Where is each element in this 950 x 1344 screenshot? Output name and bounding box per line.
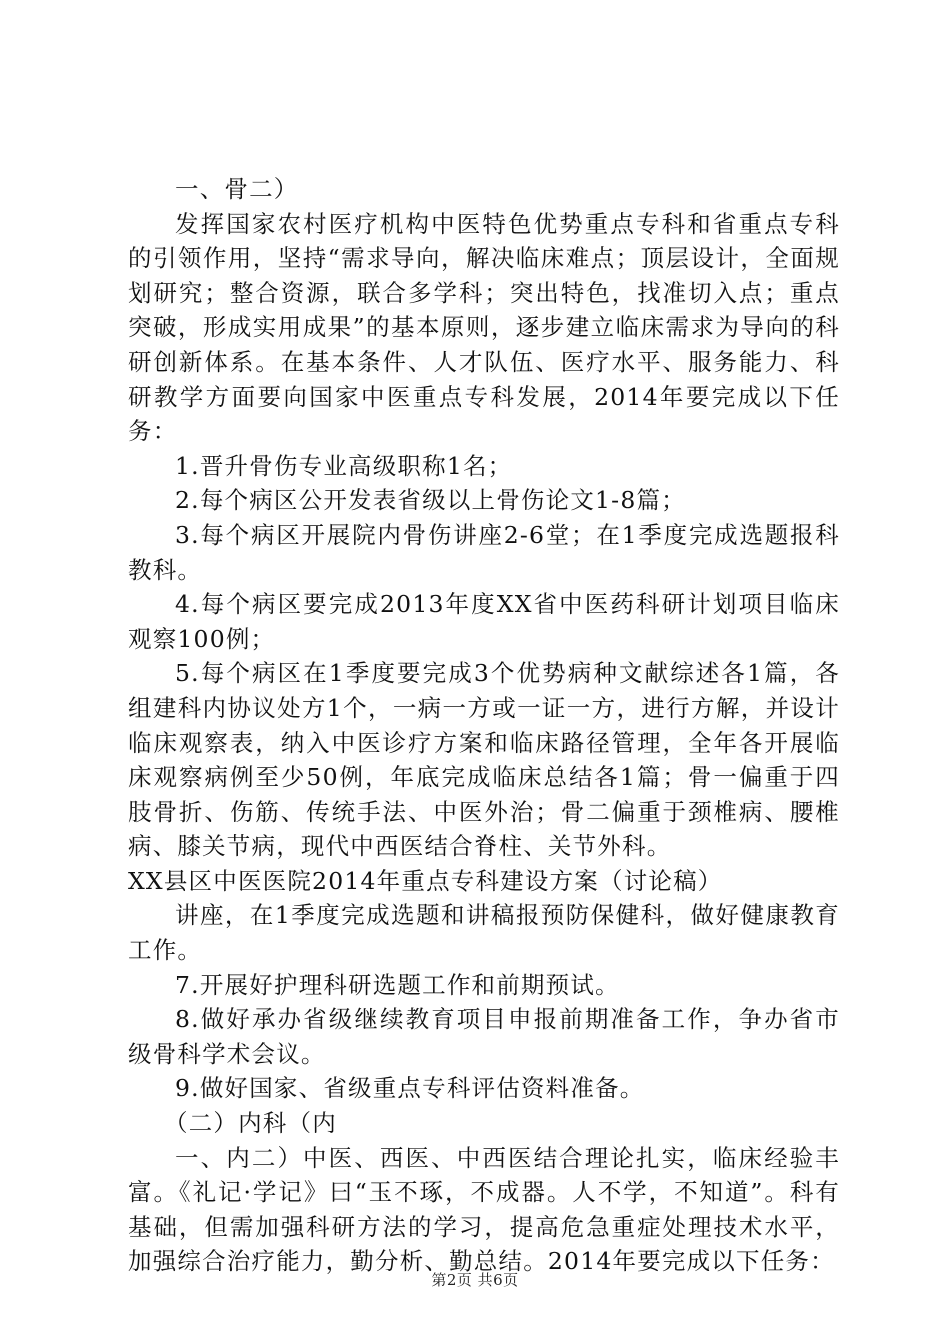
document-title-line: XX县区中医医院2014年重点专科建设方案（讨论稿） [128,866,723,895]
task-item-2: 2.每个病区公开发表省级以上骨伤论文1-8篇； [175,486,686,515]
task-item-3: 3.每个病区开展院内骨伤讲座2-6堂；在1季度完成选题报科教科。 [128,520,840,584]
section-heading-internal: （二）内科（内 [164,1109,337,1138]
task-item-7: 7.开展好护理科研选题工作和前期预试。 [175,970,620,999]
task-item-1: 1.晋升骨伤专业高级职称1名； [175,451,513,480]
section-heading-bone: 一、骨二） [175,175,299,203]
task-item-5: 5.每个病区在1季度要完成3个优势病种文献综述各1篇，各组建科内协议处方1个，一病一方或一证一方，进行方解，并设计临床观察表，纳入中医诊疗方案和临床路径管理，全年各开展临床观察病例至少50例，年底完成临床总结各1篇；骨一偏重于四肢骨折、伤筋、传统手法、中医外治；骨二偏重于颈椎病、腰椎病、膝关节病，现代中西医结合脊柱、关节外科。 [128,659,840,861]
task-item-4: 4.每个病区要完成2013年度XX省中医药科研计划项目临床观察100例； [128,590,840,653]
document-body [128,172,840,1279]
task-item-9: 9.做好国家、省级重点专科评估资料准备。 [175,1074,645,1103]
page-footer: 第2页 共6页 [431,1271,519,1289]
paragraph-internal: 一、内二）中医、西医、中西医结合理论扎实，临床经验丰富。《礼记·学记》曰“玉不琢，不成器。人不学，不知道”。科有基础，但需加强科研方法的学习，提高危急重症处理技术水平，加强综合治疗能力，勤分析、勤总结。2014年要完成以下任务： [128,1143,840,1276]
task-item-8: 8.做好承办省级继续教育项目申报前期准备工作，争办省市级骨科学术会议。 [128,1005,840,1068]
paragraph-intro: 发挥国家农村医疗机构中医特色优势重点专科和省重点专科的引领作用，坚持“需求导向，解决临床难点；顶层设计，全面规划研究；整合资源，联合多学科；突出特色，找准切入点；重点突破，形成实用成果”的基本原则，逐步建立临床需求为导向的科研创新体系。在基本条件、人才队伍、医疗水平、服务能力、科研教学方面要向国家中医重点专科发展，2014年要完成以下任务： [128,209,840,446]
paragraph-lecture: 讲座，在1季度完成选题和讲稿报预防保健科，做好健康教育工作。 [128,901,840,965]
